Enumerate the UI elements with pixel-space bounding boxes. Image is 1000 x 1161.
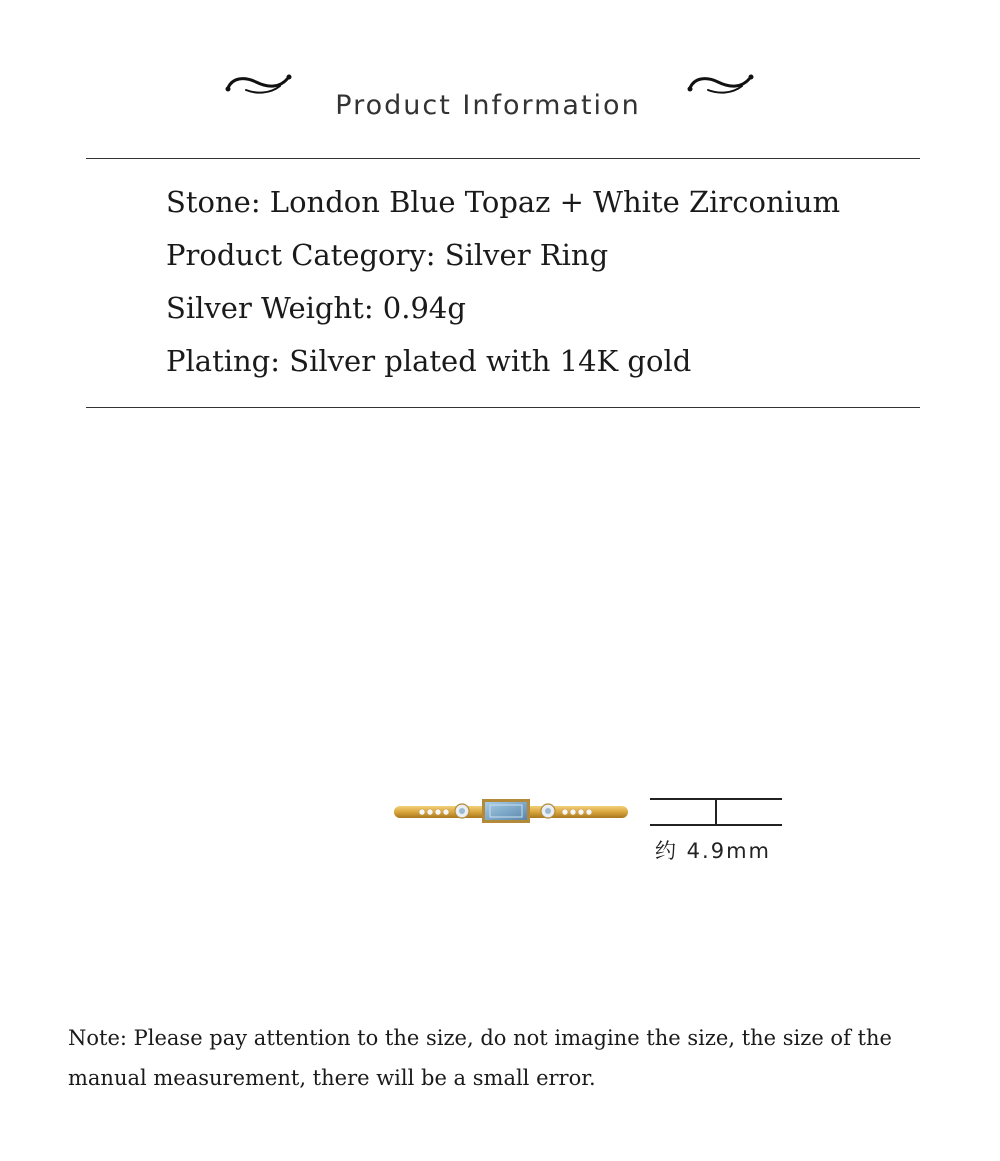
page-title: Product Information xyxy=(335,90,641,121)
spec-stone: Stone: London Blue Topaz + White Zirconium xyxy=(166,185,841,219)
measurement-label: 约 4.9mm xyxy=(655,839,771,863)
spec-weight: Silver Weight: 0.94g xyxy=(166,291,466,325)
divider-top xyxy=(86,158,920,159)
spec-list xyxy=(166,176,840,388)
size-note: Note: Please pay attention to the size, do not imagine the size, the size of the manual measurement, there will be a small error. xyxy=(68,1026,892,1090)
spec-plating: Plating: Silver plated with 14K gold xyxy=(166,344,692,378)
spec-category: Product Category: Silver Ring xyxy=(166,238,609,272)
ring-product-image xyxy=(390,794,630,828)
measurement-scale-icon xyxy=(648,796,784,828)
flourish-right-icon xyxy=(686,70,756,96)
divider-bottom xyxy=(86,407,920,408)
